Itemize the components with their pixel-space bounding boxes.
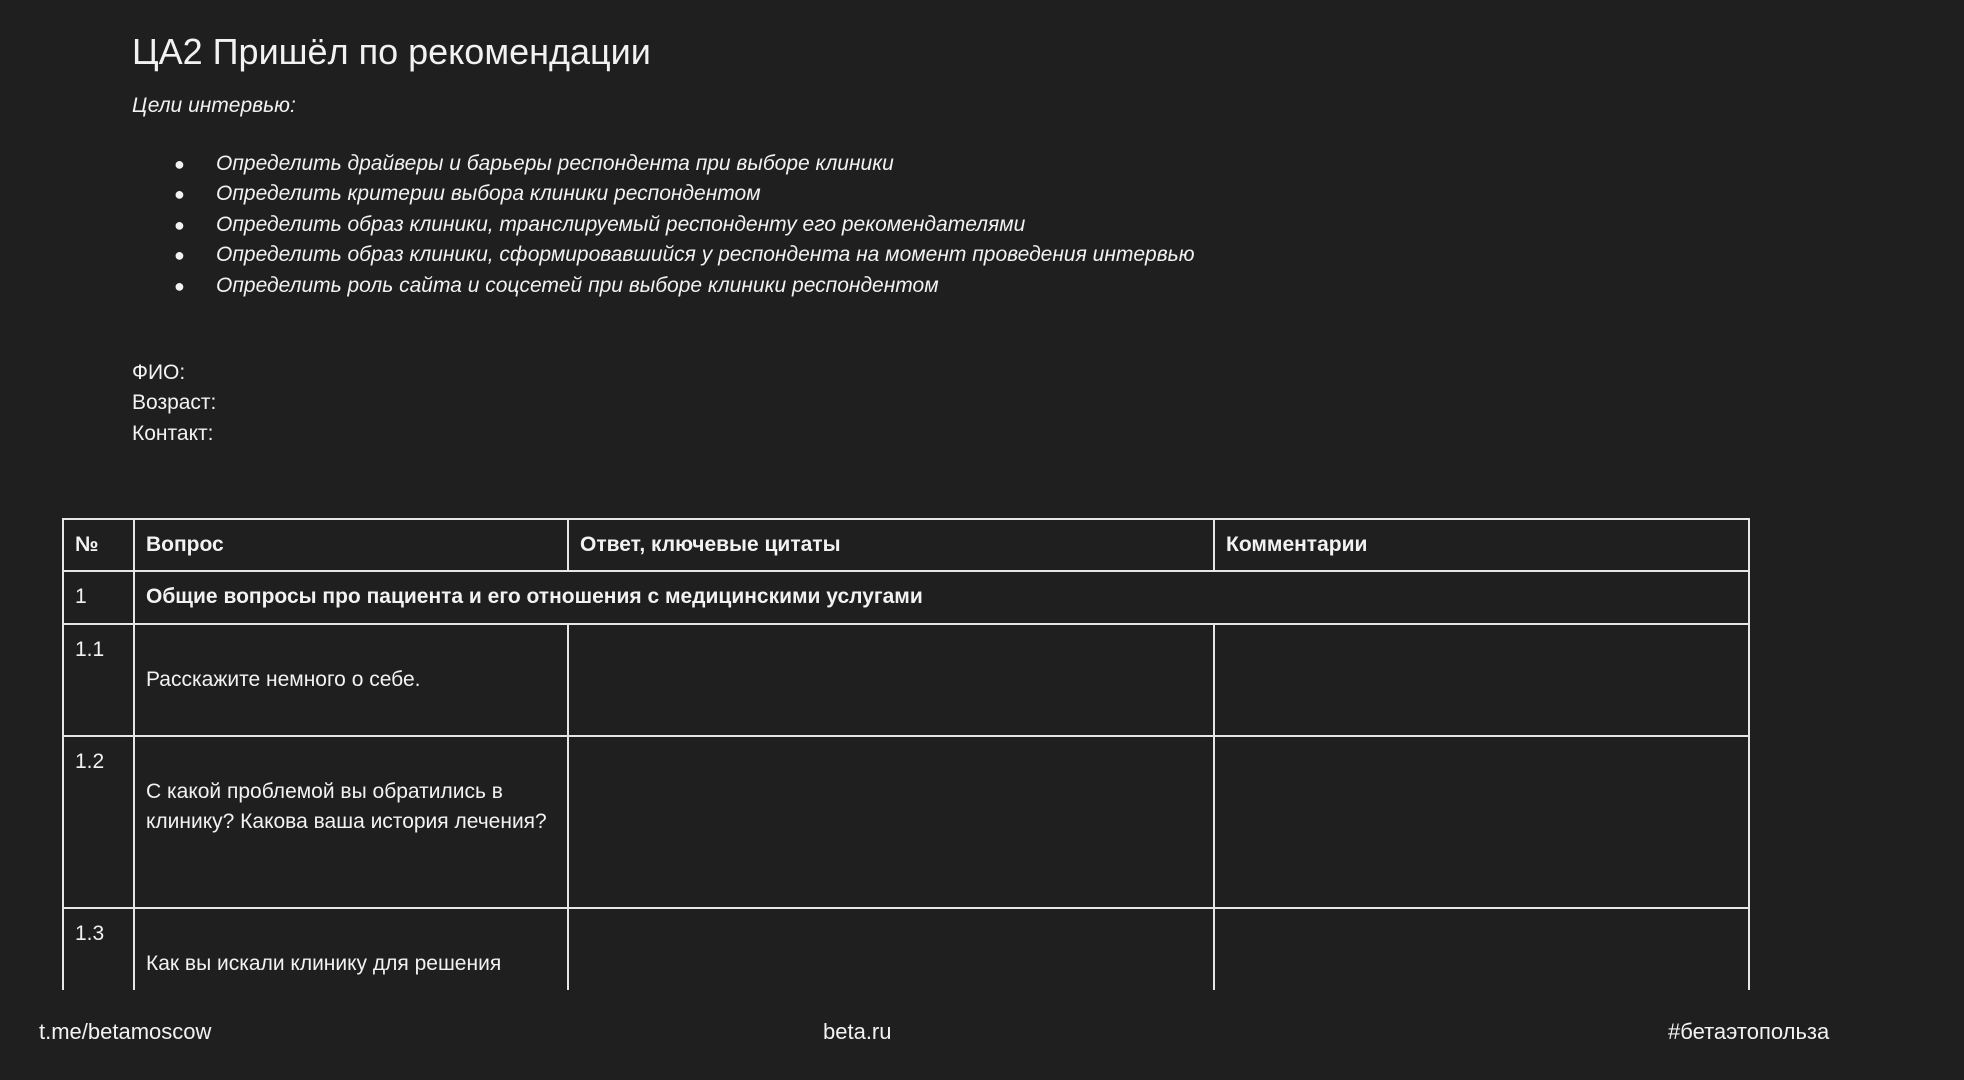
goals-label: Цели интервью: — [132, 94, 296, 117]
section-title: Общие вопросы про пациента и его отношения с медицинскими услугами — [134, 571, 1749, 623]
goal-item — [132, 240, 1195, 270]
footer — [0, 1014, 1964, 1050]
bullet-icon: ● — [174, 245, 185, 266]
goals-list — [132, 149, 1195, 301]
row-answer-cell[interactable] — [568, 908, 1214, 990]
question-text: Как вы искали клинику для решения — [146, 951, 502, 975]
goal-text: Определить критерии выбора клиники респондентом — [216, 182, 761, 206]
table-section-row — [63, 571, 1749, 623]
goal-item — [132, 210, 1195, 240]
footer-hashtag: #бетаэтопольза — [1668, 1019, 1830, 1044]
table-row — [63, 736, 1749, 908]
info-field-contact: Контакт: — [132, 421, 214, 445]
document-title: ЦА2 Пришёл по рекомендации — [132, 31, 651, 72]
header-answer: Ответ, ключевые цитаты — [568, 519, 1214, 571]
row-num: 1.3 — [63, 908, 134, 990]
question-text: Расскажите немного о себе. — [146, 667, 421, 691]
goal-text: Определить роль сайта и соцсетей при выборе клиники респондентом — [216, 273, 939, 297]
goal-item — [132, 179, 1195, 209]
row-comment-cell[interactable] — [1214, 908, 1749, 990]
row-comment-cell[interactable] — [1214, 736, 1749, 908]
footer-site-link[interactable]: beta.ru — [823, 1019, 892, 1044]
header-num: № — [63, 519, 134, 571]
table-row — [63, 908, 1749, 990]
goal-text: Определить драйверы и барьеры респондента при выборе клиники — [216, 152, 894, 175]
section-num: 1 — [63, 571, 134, 623]
bullet-icon: ● — [174, 184, 185, 205]
bullet-icon: ● — [174, 275, 185, 296]
bullet-icon: ● — [174, 154, 185, 174]
goal-item — [132, 271, 1195, 301]
footer-telegram-link[interactable]: t.me/betamoscow — [39, 1019, 212, 1044]
bullet-icon: ● — [174, 214, 185, 235]
info-field-name: ФИО: — [132, 361, 186, 384]
row-num: 1.1 — [63, 624, 134, 736]
info-field-age: Возраст: — [132, 391, 217, 415]
row-answer-cell[interactable] — [568, 736, 1214, 908]
goal-item — [132, 149, 1195, 179]
row-question — [134, 736, 568, 908]
row-comment-cell[interactable] — [1214, 624, 1749, 736]
table-header-row — [63, 519, 1749, 571]
row-question — [134, 624, 568, 736]
row-num: 1.2 — [63, 736, 134, 908]
header-question: Вопрос — [134, 519, 568, 571]
interview-table — [62, 518, 1750, 990]
goal-text: Определить образ клиники, сформировавшийся у респондента на момент проведения интервью — [216, 243, 1195, 267]
header-comments: Комментарии — [1214, 519, 1749, 571]
row-answer-cell[interactable] — [568, 624, 1214, 736]
goal-text: Определить образ клиники, транслируемый респонденту его рекомендателями — [216, 212, 1026, 236]
row-question — [134, 908, 568, 990]
question-text: С какой проблемой вы обратились в клинику? Какова ваша история лечения? — [146, 779, 547, 834]
respondent-info — [132, 358, 216, 449]
table-row — [63, 624, 1749, 736]
